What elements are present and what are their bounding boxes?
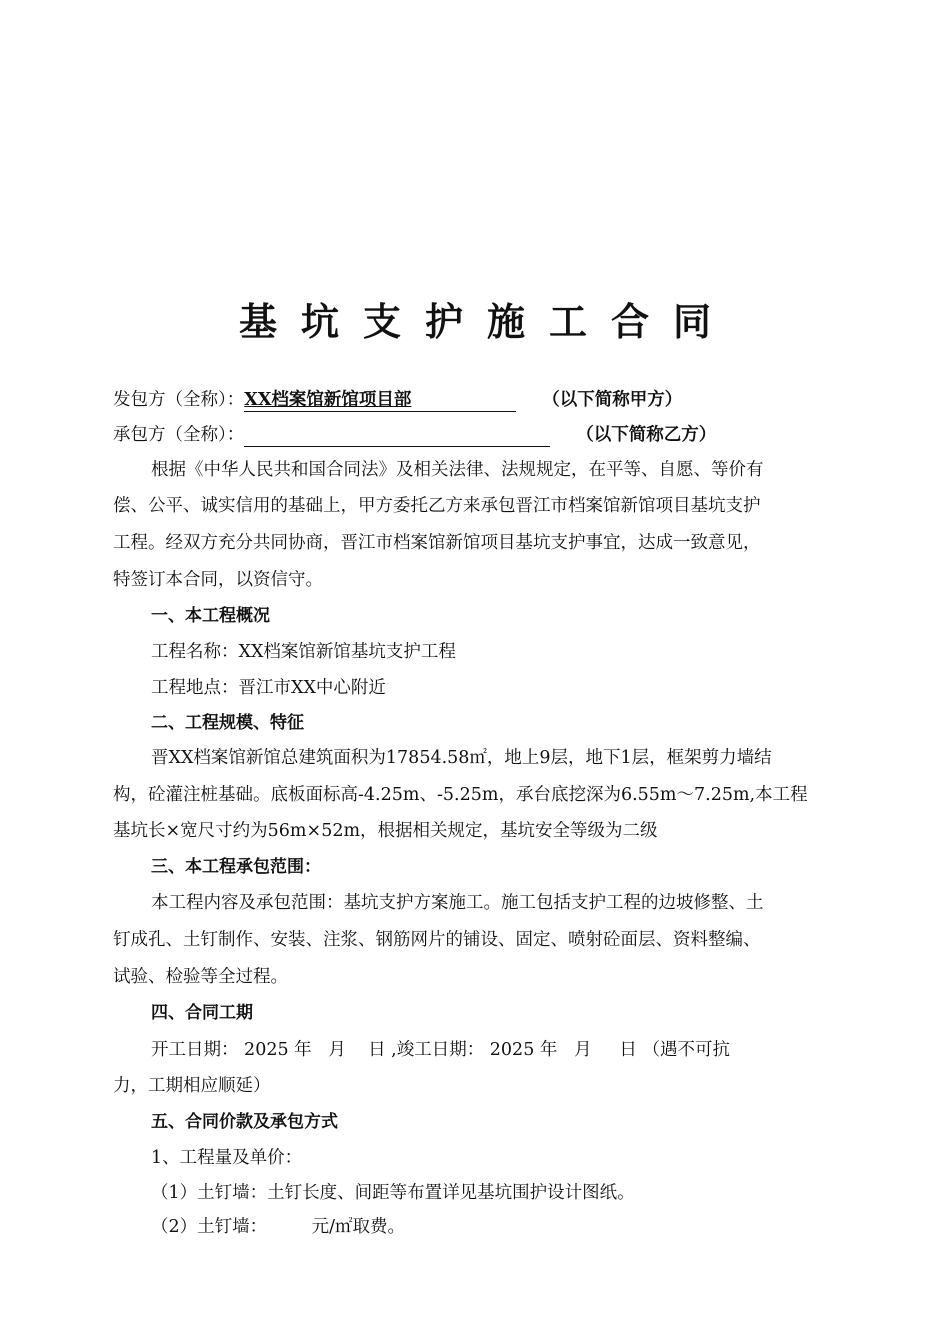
- employer-name: XX档案馆新馆项目部: [244, 390, 412, 410]
- contractor-line: [113, 423, 716, 447]
- scope-line: 本工程内容及承包范围：基坑支护方案施工。施工包括支护工程的边坡修整、土: [151, 893, 764, 913]
- scope-line: 试验、检验等全过程。: [113, 967, 288, 987]
- preamble-line: 根据《中华人民共和国合同法》及相关法律、法规规定，在平等、自愿、等价有: [151, 460, 764, 480]
- section-heading: 三、本工程承包范围：: [151, 857, 321, 877]
- employer-name-field: [244, 388, 516, 412]
- contractor-note: （以下简称乙方）: [576, 425, 717, 445]
- scale-line: 构，砼灌注桩基础。底板面标高-4.25m、-5.25m，承台底挖深为6.55m～7.25m,本工程: [113, 785, 808, 805]
- employer-note: （以下简称甲方）: [542, 390, 683, 410]
- section-heading: 一、本工程概况: [151, 606, 270, 626]
- preamble-line: 工程。经双方充分共同协商，晋江市档案馆新馆项目基坑支护事宜，达成一致意见，: [113, 533, 761, 553]
- section-heading: 四、合同工期: [151, 1003, 253, 1023]
- price-line: 1、工程量及单价：: [151, 1148, 303, 1168]
- preamble-line: 特签订本合同，以资信守。: [113, 570, 323, 590]
- section-heading: 五、合同价款及承包方式: [151, 1112, 338, 1132]
- scope-line: 钉成孔、土钉制作、安装、注浆、钢筋网片的铺设、固定、喷射砼面层、资料整编、: [113, 930, 761, 950]
- section-heading: 二、工程规模、特征: [151, 713, 304, 733]
- schedule-line: 力，工期相应顺延）: [113, 1076, 271, 1096]
- schedule-line: 开工日期： 2025 年 月 日 ,竣工日期： 2025 年 月 日 （遇不可抗: [151, 1040, 730, 1060]
- price-line: （1）土钉墙：土钉长度、间距等布置详见基坑围护设计图纸。: [151, 1183, 635, 1203]
- project-name: 工程名称：XX档案馆新馆基坑支护工程: [151, 642, 456, 662]
- contractor-label: 承包方（全称）：: [113, 425, 245, 445]
- project-location: 工程地点：晋江市XX中心附近: [151, 678, 386, 698]
- preamble-line: 偿、公平、诚实信用的基础上，甲方委托乙方来承包晋江市档案馆新馆项目基坑支护: [113, 496, 761, 516]
- contractor-name-field: [244, 423, 550, 447]
- employer-label: 发包方（全称）：: [113, 390, 245, 410]
- employer-line: [113, 388, 682, 412]
- scale-line: 晋XX档案馆新馆总建筑面积为17854.58㎡，地上9层，地下1层，框架剪力墙结: [151, 748, 772, 768]
- price-line: （2）土钉墙： 元/㎡取费。: [151, 1217, 406, 1237]
- document-title: 基坑支护施工合同: [238, 300, 735, 344]
- scale-line: 基坑长×宽尺寸约为56m×52m，根据相关规定，基坑安全等级为二级: [113, 821, 658, 841]
